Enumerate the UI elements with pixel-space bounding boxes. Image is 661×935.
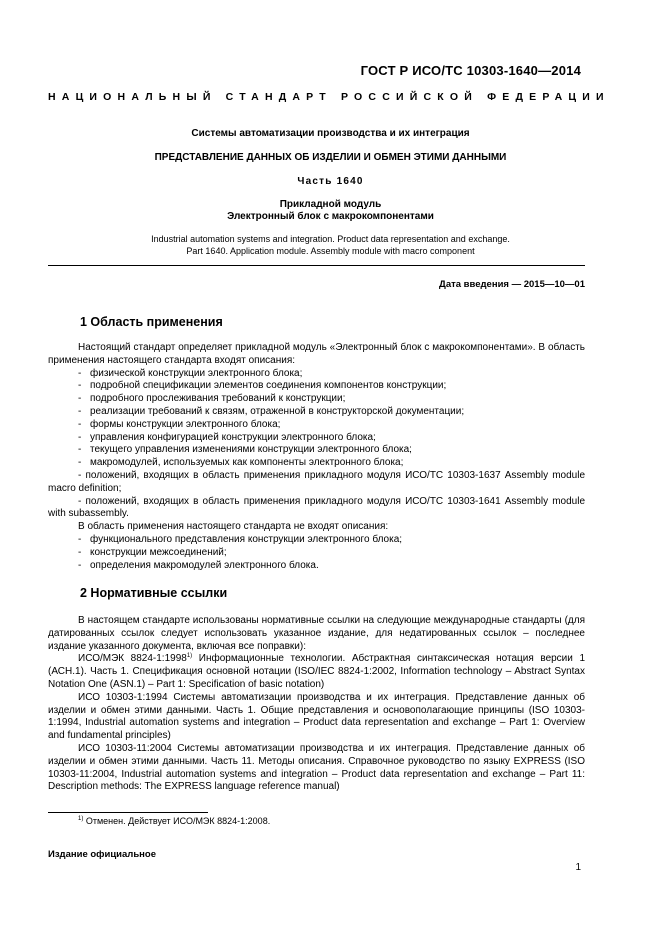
list-item: - макромодулей, используемых как компоненты электронного блока; [78,457,404,469]
list-item: - подробного прослеживания требований к конструкции; [78,393,346,405]
list-item: - формы конструкции электронного блока; [78,418,281,430]
national-standard-banner: НАЦИОНАЛЬНЫЙ СТАНДАРТ РОССИЙСКОЙ ФЕДЕРАЦИИ [48,91,610,103]
series-title: Системы автоматизации производства и их интеграция [191,128,470,139]
reference-2: ИСО 10303-1:1994 Системы автоматизации производства и их интеграция. Представление данных об изделии и обмен этими данными. Часть 1. Общие представления и основополагающие принципы (ISO 10303-1:1994, Industrial automation systems and integration – Product data representation and exchange – Part 1: Overview and fundamental principles) [48,691,585,742]
list-item: - управления конфигурацией конструкции электронного блока; [78,431,376,443]
title-divider [48,265,585,266]
section-1-body [48,342,585,572]
out-of-scope-intro: В область применения настоящего стандарта не входят описания: [78,521,389,533]
module-title-line1: Прикладной модуль [279,199,382,210]
english-title-line2: Part 1640. Application module. Assembly module with macro component [186,245,475,256]
reference-3: ИСО 10303-11:2004 Системы автоматизации производства и их интеграция. Представление данных об изделии и обмен этими данными. Часть 11. Методы описания. Справочное руководство по языку EXPRESS (ISO 10303-11:2004, Industrial automation systems and integration – Product data representation and exchange – Part 11: Description methods: The EXPRESS language reference manual) [48,742,585,793]
section-2-intro: В настоящем стандарте использованы нормативные ссылки на следующие международные стандарты (для датированных ссылок следует использовать указанное издание, для недатированных ссылок – последнее издание указанного документа, включая все поправки): [48,615,585,652]
english-title-line1: Industrial automation systems and integration. Product data representation and exchange. [151,234,510,244]
main-title: ПРЕДСТАВЛЕНИЕ ДАННЫХ ОБ ИЗДЕЛИИ И ОБМЕН ЭТИМИ ДАННЫМИ [154,152,507,163]
list-item: - реализации требований к связям, отраженной в конструкторской документации; [78,405,465,417]
reference-1: ИСО/МЭК 8824-1:1998$^{1)}$ Информационные технологии. Абстрактная синтаксическая нотация версии 1 (АСН.1). Часть 1. Спецификация основной нотации (ISO/IEC 8824-1:2002, Information technology – Abstract Syntax Notation One (ASN.1) – Part 1: Specification of basic notation) [48,653,586,690]
section-1-heading: 1 Область применения [80,315,223,329]
list-item: - физической конструкции электронного блока; [78,367,303,379]
list-item: - подробной спецификации элементов соединения компонентов конструкции; [78,380,447,392]
english-title [48,234,613,257]
list-item: - определения макромодулей электронного блока. [78,559,319,571]
list-item: - положений, входящих в область применения прикладного модуля ИСО/ТС 10303-1637 Assembly module macro definition; [48,469,585,494]
list-item: - конструкции межсоединений; [78,546,227,558]
list-item: - функционального представления конструкции электронного блока; [78,533,403,545]
in-scope-list [48,368,585,522]
footnote-ref-marker: 1) [186,653,193,660]
out-of-scope-list [48,534,585,572]
module-title-line2: Электронный блок с макрокомпонентами [227,211,434,222]
section-2-heading: 2 Нормативные ссылки [80,586,228,600]
introduction-date: Дата введения — 2015—10—01 [439,279,585,290]
footnote-marker: 1) [78,816,84,822]
footnote: $^{1)}$ Отменен. Действует ИСО/МЭК 8824-1:2008. [78,816,271,826]
module-title [48,199,613,223]
section-2-body [48,615,585,794]
edition-label: Издание официальное [48,849,156,860]
document-code: ГОСТ Р ИСО/ТС 10303-1640—2014 [360,63,581,78]
section-1-intro: Настоящий стандарт определяет прикладной модуль «Электронный блок с макрокомпонентами». В область применения настоящего стандарта входят описания: [48,342,585,366]
page-number: 1 [575,862,581,873]
list-item: - текущего управления изменениями конструкции электронного блока; [78,444,412,456]
list-item: - положений, входящих в область применения прикладного модуля ИСО/ТС 10303-1641 Assembly module with subassembly. [48,495,585,520]
footnote-divider [48,812,208,813]
part-title: Часть 1640 [297,176,364,187]
